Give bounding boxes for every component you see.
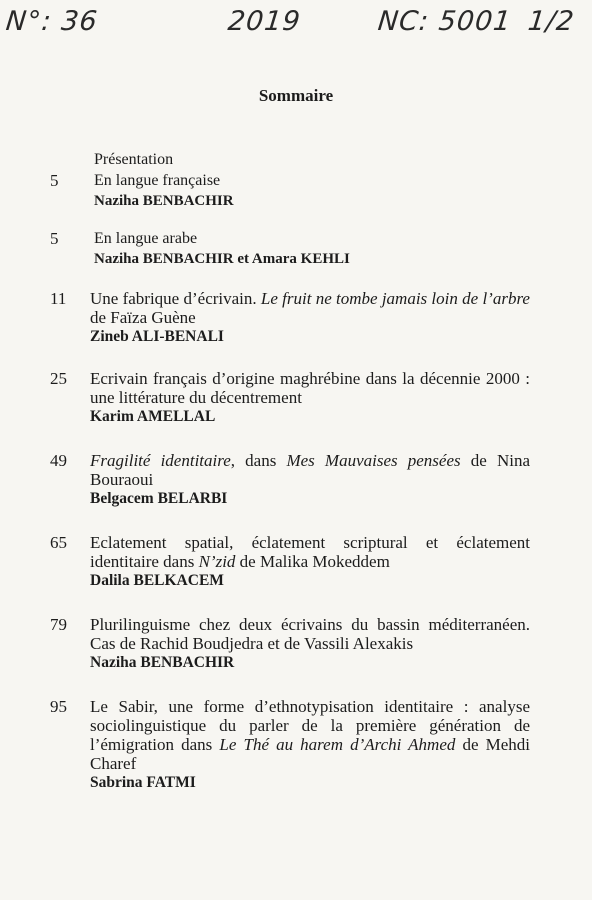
heading-text: Présentation [94, 151, 174, 168]
entry-text [90, 533, 530, 591]
entry-title: de Nina Bouraoui [90, 451, 530, 489]
page-number: 5 [50, 171, 59, 190]
toc-entry [50, 697, 530, 793]
entry-author: Dalila BELKACEM [90, 572, 224, 589]
page-number: 65 [50, 533, 67, 552]
table-of-contents [0, 150, 592, 793]
entry-title-italic: N’zid [198, 552, 236, 571]
page-number: 11 [50, 289, 67, 308]
page-number: 95 [50, 697, 67, 716]
entry-title: Une fabrique d’écrivain. [90, 289, 261, 308]
entry-author: Karim AMELLAL [90, 408, 216, 425]
handwritten-fraction: 1/2 [526, 6, 577, 37]
entry-title: Plurilinguisme chez deux écrivains du bassin méditerranéen. Cas de Rachid Boudjedra et de Vassili Alexakis [90, 615, 530, 653]
entry-line: En langue française [94, 172, 221, 189]
entry-title: de Faïza Guène [90, 308, 196, 327]
entry-title: Ecrivain français d’origine maghrébine dans la décennie 2000 : une littérature du décentrement [90, 369, 530, 407]
entry-title-italic: Mes Mauvaises pensées [286, 451, 461, 470]
page-number: 79 [50, 615, 67, 634]
entry-text [94, 229, 530, 269]
entry-text [90, 615, 530, 673]
entry-author: Naziha BENBACHIR et Amara KEHLI [94, 251, 350, 267]
entry-title: de Malika Mokeddem [235, 552, 390, 571]
entry-title: Le Sabir, une forme d’ethnotypisation identitaire : analyse sociolinguistique du parler de la première génération de l’émigration dans [90, 697, 530, 754]
handwritten-year: 2019 [226, 6, 303, 37]
page-number: 5 [50, 229, 59, 248]
toc-entry [50, 533, 530, 591]
entry-text [94, 171, 530, 211]
entry-title: , dans [230, 451, 287, 470]
entry-text [90, 451, 530, 509]
entry-text [90, 369, 530, 427]
toc-entry [50, 369, 530, 427]
toc-entry [50, 615, 530, 673]
handwritten-issue-number: N°: 36 [4, 6, 100, 37]
toc-entry [50, 289, 530, 347]
page-number: 25 [50, 369, 67, 388]
entry-text [90, 289, 530, 347]
toc-entry [50, 229, 530, 269]
entry-author: Zineb ALI-BENALI [90, 328, 224, 345]
toc-entry [50, 451, 530, 509]
handwritten-nc-code: NC: 5001 [376, 6, 514, 37]
page-number: 49 [50, 451, 67, 470]
toc-entry [50, 171, 530, 211]
entry-author: Naziha BENBACHIR [94, 193, 234, 209]
entry-line: En langue arabe [94, 230, 198, 247]
entry-author: Belgacem BELARBI [90, 490, 228, 507]
entry-title: Eclatement spatial, éclatement scriptural et éclatement identitaire dans [90, 533, 530, 571]
toc-entry [50, 150, 530, 169]
entry-title-italic: Le Thé au harem d’Archi Ahmed [219, 735, 456, 754]
entry-text [90, 697, 530, 793]
entry-author: Sabrina FATMI [90, 774, 196, 791]
entry-title-italic: Fragilité identitaire [90, 451, 231, 470]
presentation-heading [94, 150, 530, 169]
entry-title-italic: Le fruit ne tombe jamais loin de l’arbre [260, 289, 530, 308]
page-title: Sommaire [258, 86, 334, 105]
entry-author: Naziha BENBACHIR [90, 654, 235, 671]
entry-title: de Mehdi Charef [90, 735, 530, 773]
